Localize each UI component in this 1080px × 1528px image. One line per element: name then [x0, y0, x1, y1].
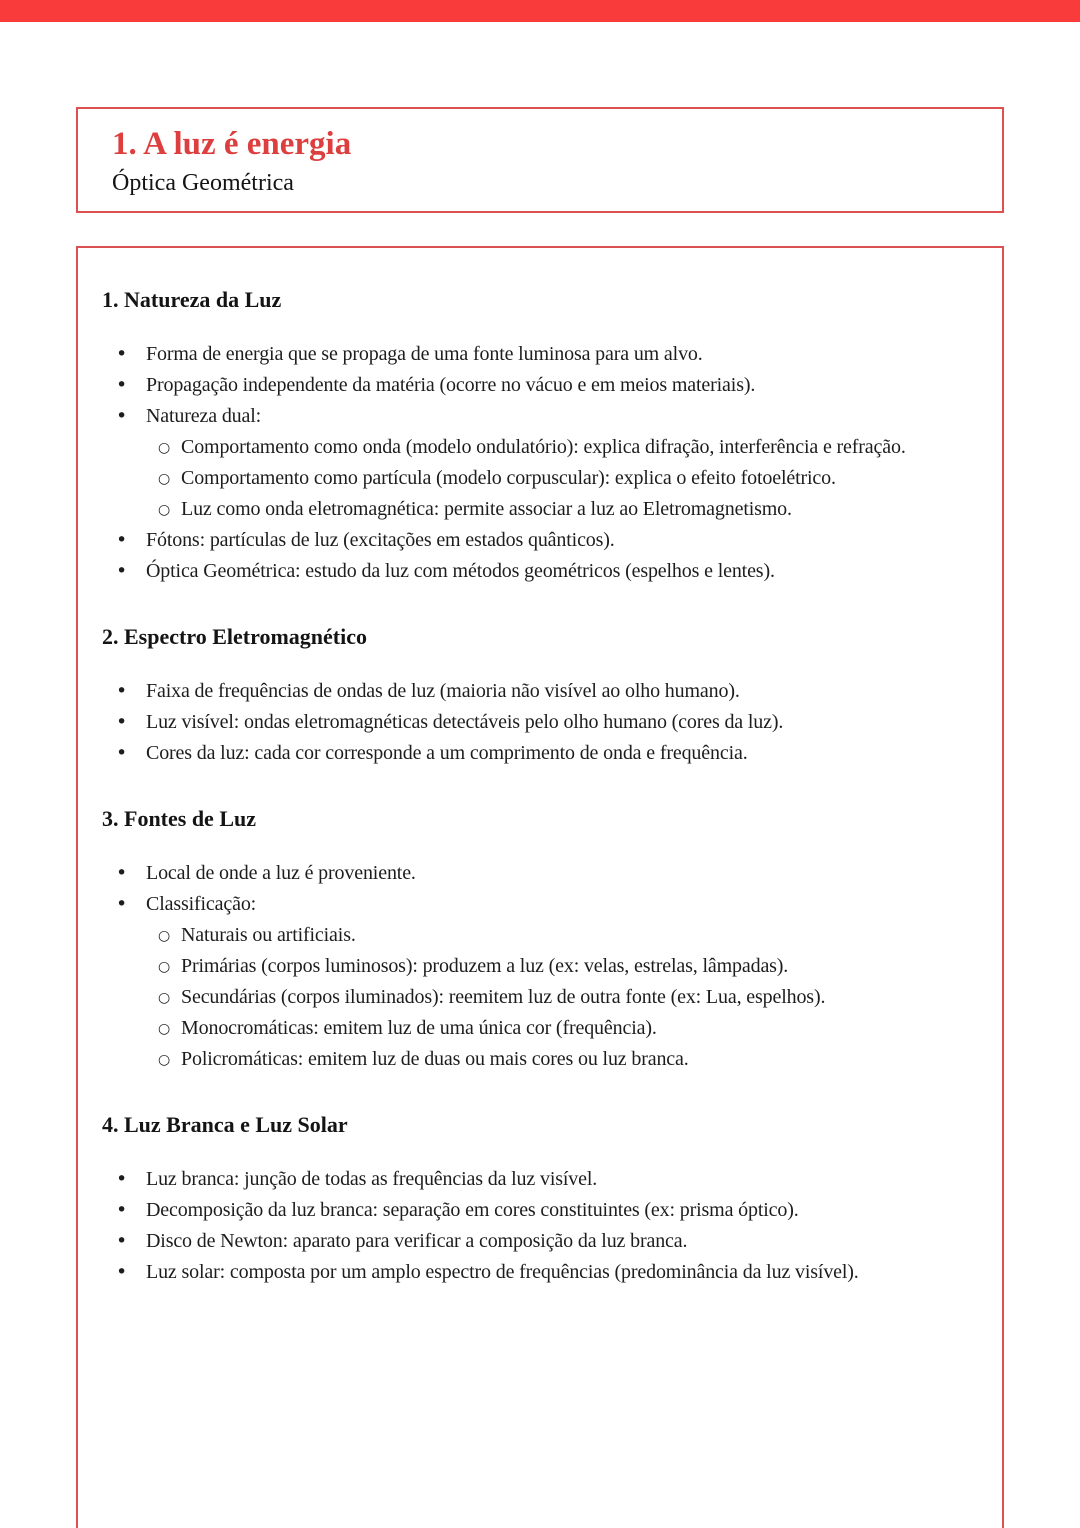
content-section: [102, 286, 988, 587]
list-item-text: Cores da luz: cada cor corresponde a um comprimento de onda e frequência.: [146, 742, 748, 764]
bullet-dot-icon: •: [116, 711, 128, 733]
list-item-text: Primárias (corpos luminosos): produzem a luz (ex: velas, estrelas, lâmpadas).: [181, 955, 789, 977]
bullet-circle-icon: ○: [158, 959, 171, 975]
list-item-text: Natureza dual:: [146, 405, 262, 427]
list-item: [102, 951, 988, 982]
list-item-text: Luz branca: junção de todas as frequências da luz visível.: [146, 1168, 598, 1190]
list-item: [102, 1195, 988, 1226]
bullet-dot-icon: •: [116, 343, 128, 365]
bullet-dot-icon: •: [116, 742, 128, 764]
bullet-circle-icon: ○: [158, 471, 171, 487]
bullet-circle-icon: ○: [158, 1052, 171, 1068]
list-item-text: Fótons: partículas de luz (excitações em estados quânticos).: [146, 529, 615, 551]
list-item-text: Monocromáticas: emitem luz de uma única cor (frequência).: [181, 1017, 657, 1039]
list-item-text: Luz como onda eletromagnética: permite associar a luz ao Eletromagnetismo.: [181, 498, 792, 520]
list-item-text: Local de onde a luz é proveniente.: [146, 862, 416, 884]
list-item: [102, 1226, 988, 1257]
list-item: [102, 339, 988, 370]
bullet-circle-icon: ○: [158, 502, 171, 518]
list-item: [102, 370, 988, 401]
bullet-list: [102, 858, 988, 1075]
top-accent-bar: [0, 0, 1080, 22]
bullet-dot-icon: •: [116, 680, 128, 702]
content-card: [76, 246, 1004, 1528]
page-title: 1. A luz é energia: [112, 126, 352, 162]
section-heading: 4. Luz Branca e Luz Solar: [102, 1112, 348, 1137]
bullet-dot-icon: •: [116, 405, 128, 427]
list-item-text: Óptica Geométrica: estudo da luz com métodos geométricos (espelhos e lentes).: [146, 560, 775, 582]
bullet-circle-icon: ○: [158, 928, 171, 944]
list-item-text: Naturais ou artificiais.: [181, 924, 356, 946]
bullet-dot-icon: •: [116, 374, 128, 396]
list-item-text: Faixa de frequências de ondas de luz (maioria não visível ao olho humano).: [146, 680, 740, 702]
list-item: [102, 982, 988, 1013]
content-section: [102, 623, 988, 769]
list-item: [102, 1044, 988, 1075]
bullet-circle-icon: ○: [158, 990, 171, 1006]
page-subtitle: Óptica Geométrica: [112, 170, 294, 196]
list-item-text: Comportamento como partícula (modelo corpuscular): explica o efeito fotoelétrico.: [181, 467, 836, 489]
section-heading: 1. Natureza da Luz: [102, 287, 282, 312]
list-item: [102, 556, 988, 587]
list-item-text: Propagação independente da matéria (ocorre no vácuo e em meios materiais).: [146, 374, 756, 396]
list-item-text: Comportamento como onda (modelo ondulatório): explica difração, interferência e refração.: [181, 436, 906, 458]
list-item: [102, 401, 988, 432]
list-item-text: Secundárias (corpos iluminados): reemitem luz de outra fonte (ex: Lua, espelhos).: [181, 986, 826, 1008]
content-section: [102, 805, 988, 1075]
list-item: [102, 1164, 988, 1195]
content-sections: [102, 286, 988, 1288]
list-item: [102, 432, 988, 463]
bullet-list: [102, 339, 988, 587]
bullet-circle-icon: ○: [158, 1021, 171, 1037]
list-item: [102, 494, 988, 525]
list-item: [102, 525, 988, 556]
bullet-dot-icon: •: [116, 893, 128, 915]
list-item-text: Luz visível: ondas eletromagnéticas detectáveis pelo olho humano (cores da luz).: [146, 711, 784, 733]
list-item: [102, 738, 988, 769]
list-item-text: Luz solar: composta por um amplo espectro de frequências (predominância da luz visível).: [146, 1261, 859, 1283]
list-item: [102, 1013, 988, 1044]
list-item: [102, 858, 988, 889]
bullet-dot-icon: •: [116, 1230, 128, 1252]
bullet-dot-icon: •: [116, 560, 128, 582]
list-item: [102, 889, 988, 920]
section-heading: 2. Espectro Eletromagnético: [102, 624, 367, 649]
bullet-dot-icon: •: [116, 862, 128, 884]
bullet-dot-icon: •: [116, 1199, 128, 1221]
bullet-dot-icon: •: [116, 529, 128, 551]
section-heading: 3. Fontes de Luz: [102, 806, 256, 831]
bullet-list: [102, 1164, 988, 1288]
list-item-text: Classificação:: [146, 893, 257, 915]
list-item-text: Policromáticas: emitem luz de duas ou mais cores ou luz branca.: [181, 1048, 689, 1070]
list-item: [102, 707, 988, 738]
list-item-text: Forma de energia que se propaga de uma fonte luminosa para um alvo.: [146, 343, 703, 365]
list-item: [102, 676, 988, 707]
list-item-text: Decomposição da luz branca: separação em cores constituintes (ex: prisma óptico).: [146, 1199, 799, 1221]
list-item-text: Disco de Newton: aparato para verificar a composição da luz branca.: [146, 1230, 688, 1252]
bullet-circle-icon: ○: [158, 440, 171, 456]
list-item: [102, 1257, 988, 1288]
bullet-dot-icon: •: [116, 1261, 128, 1283]
bullet-dot-icon: •: [116, 1168, 128, 1190]
bullet-list: [102, 676, 988, 769]
list-item: [102, 920, 988, 951]
list-item: [102, 463, 988, 494]
title-card: [76, 107, 1004, 213]
content-section: [102, 1111, 988, 1288]
